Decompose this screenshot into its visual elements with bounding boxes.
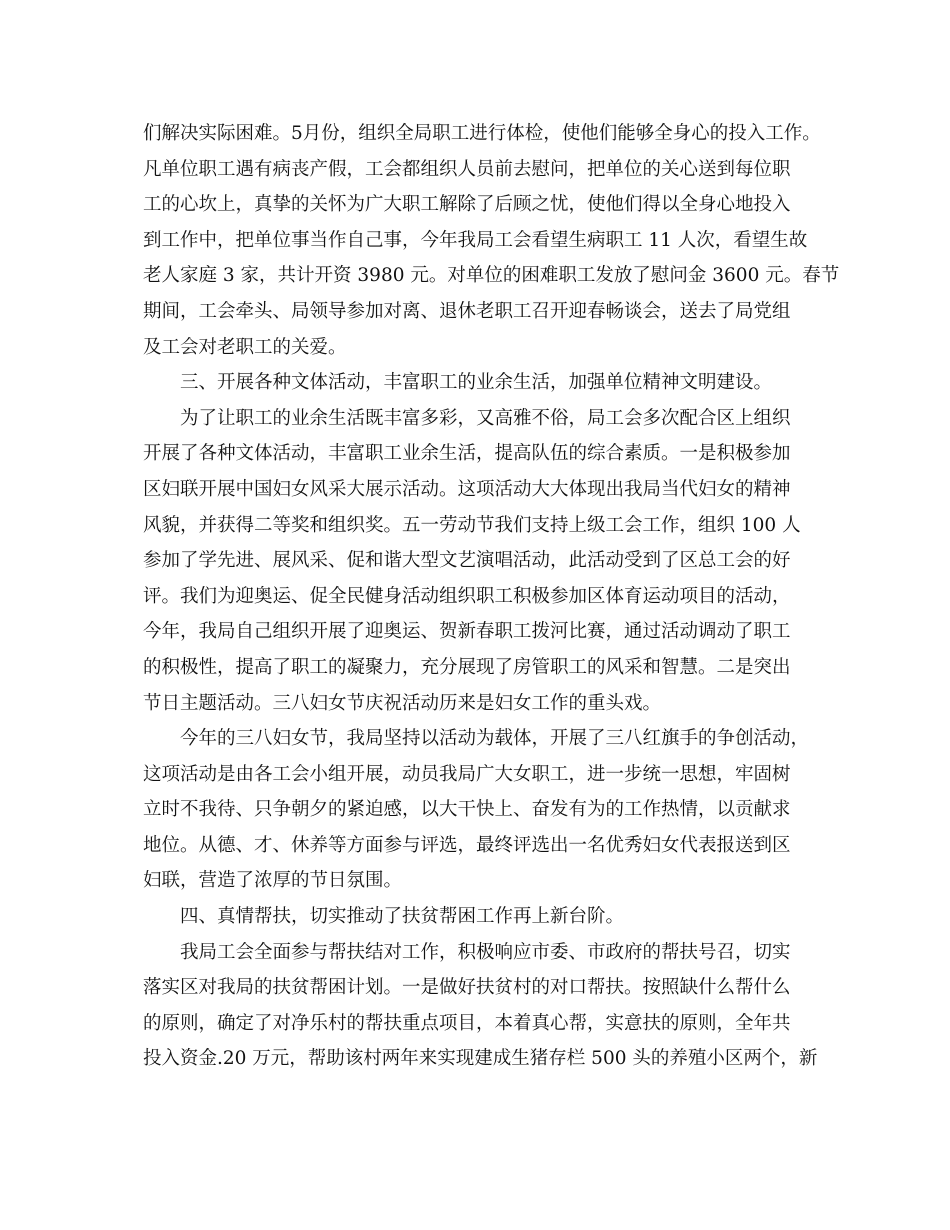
text-line: 评。我们为迎奥运、促全民健身活动组织职工积极参加区体育运动项目的活动， [143,585,791,607]
text-line: 节日主题活动。三八妇女节庆祝活动历来是妇女工作的重头戏。 [143,692,662,714]
text-line: 妇联，营造了浓厚的节日氛围。 [143,870,403,892]
text-line: 参加了学先进、展风采、促和谐大型文艺演唱活动，此活动受到了区总工会的好 [143,550,791,572]
text-line: 投入资金.20 万元，帮助该村两年来实现建成生猪存栏 500 头的养殖小区两个，新 [143,1048,818,1070]
text-line: 风貌，并获得二等奖和组织奖。五一劳动节我们支持上级工会工作，组织 100 人 [143,514,801,536]
text-line: 及工会对老职工的关爱。 [143,336,347,358]
text-line: 为了让职工的业余生活既丰富多彩，又高雅不俗，局工会多次配合区上组织 [180,407,791,429]
text-line: 这项活动是由各工会小组开展，动员我局广大女职工，进一步统一思想，牢固树 [143,763,791,785]
text-line: 立时不我待、只争朝夕的紧迫感，以大干快上、奋发有为的工作热情，以贡献求 [143,799,791,821]
text-line: 们解决实际困难。5月份，组织全局职工进行体检，使他们能够全身心的投入工作。 [143,123,821,144]
text-line: 的原则，确定了对净乐村的帮扶重点项目，本着真心帮，实意扶的原则，全年共 [143,1012,791,1034]
text-line: 地位。从德、才、休养等方面参与评选，最终评选出一名优秀妇女代表报送到区 [143,834,791,856]
text-line: 三、开展各种文体活动，丰富职工的业余生活，加强单位精神文明建设。 [180,372,773,394]
text-line: 今年，我局自己组织开展了迎奥运、贺新春职工拨河比赛，通过活动调动了职工 [143,621,791,643]
text-line: 凡单位职工遇有病丧产假，工会都组织人员前去慰问，把单位的关心送到每位职 [143,158,791,180]
text-line: 四、真情帮扶，切实推动了扶贫帮困工作再上新台阶。 [180,906,625,928]
text-line: 区妇联开展中国妇女风采大展示活动。这项活动大大体现出我局当代妇女的精神 [143,478,791,500]
text-line: 到工作中，把单位事当作自己事，今年我局工会看望生病职工 11 人次，看望生故 [143,229,808,251]
text-line: 老人家庭 3 家，共计开资 3980 元。对单位的困难职工发放了慰问金 3600 元。春节 [143,265,840,287]
text-line: 落实区对我局的扶贫帮困计划。一是做好扶贫村的对口帮扶。按照缺什么帮什么 [143,977,791,999]
text-line: 我局工会全面参与帮扶结对工作，积极响应市委、市政府的帮扶号召，切实 [180,941,791,963]
text-line: 今年的三八妇女节，我局坚持以活动为载体，开展了三八红旗手的争创活动， [180,728,810,750]
text-line: 期间，工会牵头、局领导参加对离、退休老职工召开迎春畅谈会，送去了局党组 [143,300,791,322]
text-line: 工的心坎上，真挚的关怀为广大职工解除了后顾之忧，使他们得以全身心地投入 [143,194,791,216]
document-body [143,116,843,1077]
text-line: 的积极性，提高了职工的凝聚力，充分展现了房管职工的风采和智慧。二是突出 [143,656,791,678]
text-line: 开展了各种文体活动，丰富职工业余生活，提高队伍的综合素质。一是积极参加 [143,443,791,465]
